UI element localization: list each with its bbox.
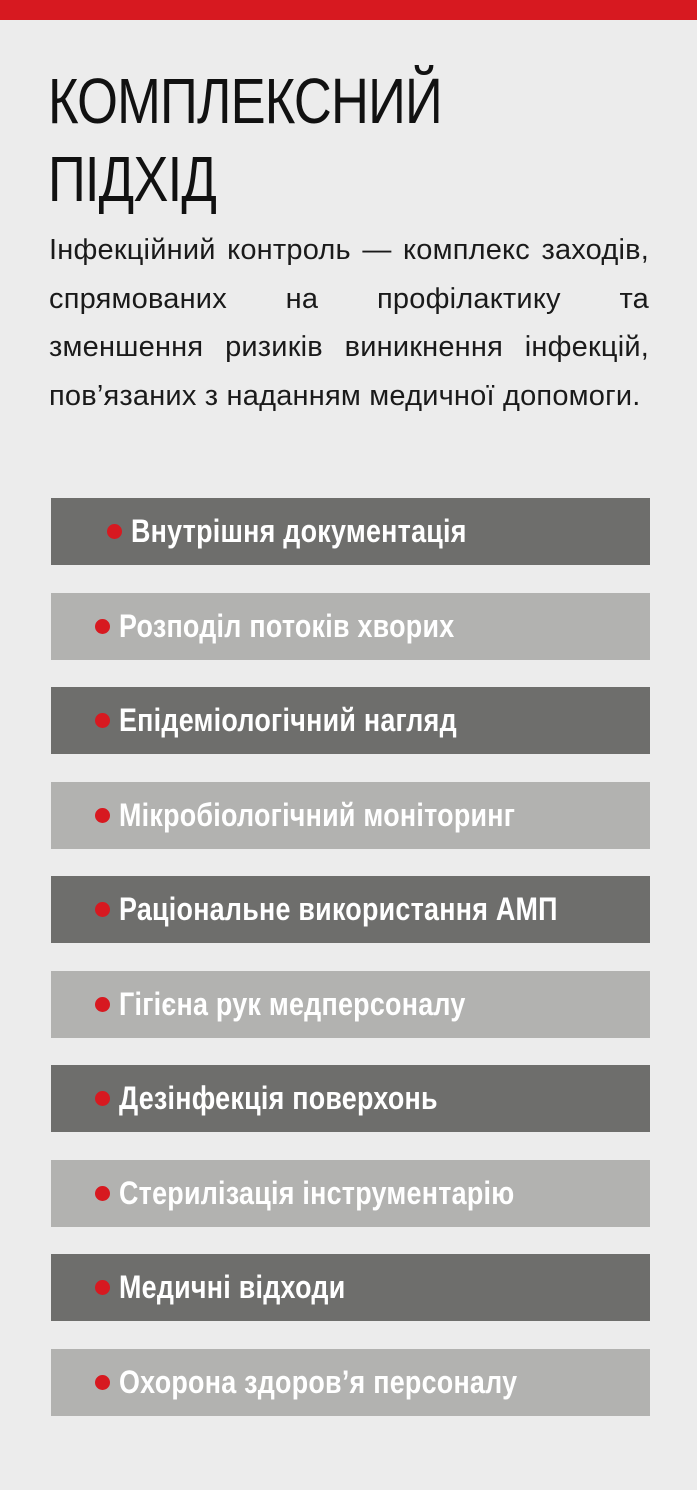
- bullet-dot-icon: [95, 1091, 110, 1106]
- list-item: [51, 782, 650, 849]
- list-item: [51, 1349, 650, 1416]
- list-item-label: Дезінфекція поверхонь: [119, 1080, 438, 1116]
- list-item: [51, 876, 650, 943]
- bullet-dot-icon: [95, 713, 110, 728]
- intro-paragraph: Інфекційний контроль — комплекс заходів, спрямованих на профілактику та зменшення ризиків виникнення інфекцій, пов’язаних з наданням медичної допомоги.: [49, 234, 649, 412]
- list-item-label: Мікробіологічний моніторинг: [119, 796, 516, 833]
- bullet-dot-icon: [95, 619, 110, 634]
- bullet-dot-icon: [95, 1280, 110, 1295]
- top-accent-bar: [0, 0, 697, 20]
- title-line-1: КОМПЛЕКСНИЙ: [48, 65, 442, 137]
- bullet-dot-icon: [95, 808, 110, 823]
- title-line-2: ПІДХІД: [48, 143, 217, 215]
- bullet-dot-icon: [95, 902, 110, 917]
- bullet-dot-icon: [107, 524, 122, 539]
- bullet-dot-icon: [95, 1186, 110, 1201]
- bullet-dot-icon: [95, 1375, 110, 1390]
- list-item: [51, 1254, 650, 1321]
- list-item-label: Медичні відходи: [119, 1269, 346, 1305]
- list-item-label: Внутрішня документація: [131, 513, 467, 549]
- bullet-dot-icon: [95, 997, 110, 1012]
- list-item: [51, 593, 650, 660]
- page-title: [48, 62, 556, 218]
- list-item-label: Гігієна рук медперсоналу: [119, 985, 466, 1022]
- list-item-label: Раціональне використання АМП: [119, 891, 558, 927]
- list-item-label: Охорона здоров’я персоналу: [119, 1363, 518, 1400]
- list-item: [51, 971, 650, 1038]
- list-item-label: Епідеміологічний нагляд: [119, 702, 457, 738]
- list-item: [51, 498, 650, 565]
- list-item-label: Стерилізація інструментарію: [119, 1174, 515, 1211]
- list-item: [51, 1160, 650, 1227]
- list-item: [51, 1065, 650, 1132]
- list-item-label: Розподіл потоків хворих: [119, 607, 455, 644]
- list-item: [51, 687, 650, 754]
